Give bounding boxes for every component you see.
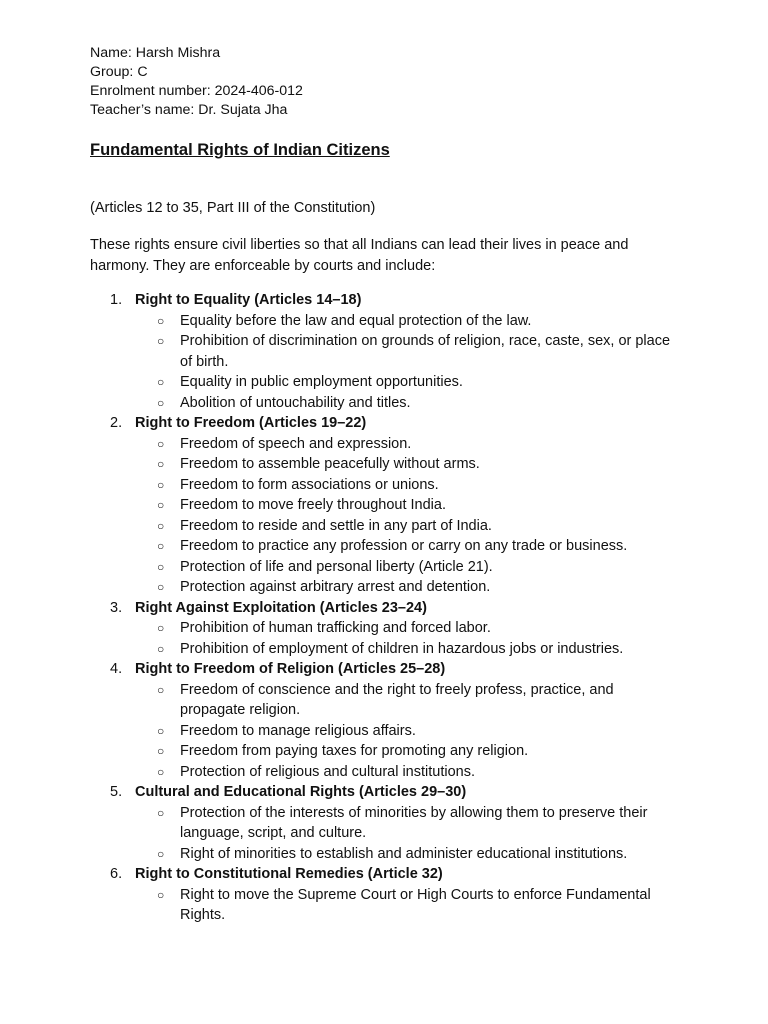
right-item bbox=[90, 659, 688, 782]
list-item-text: Freedom to manage religious affairs. bbox=[180, 722, 416, 739]
list-item bbox=[135, 762, 688, 783]
hollow-circle-bullet-icon: ○ bbox=[157, 621, 165, 635]
list-item bbox=[135, 393, 688, 414]
hollow-circle-bullet-icon: ○ bbox=[157, 477, 165, 492]
list-item bbox=[135, 803, 688, 844]
right-subitems bbox=[135, 311, 688, 414]
list-item bbox=[135, 618, 688, 639]
right-item bbox=[90, 864, 688, 926]
document-subtitle: (Articles 12 to 35, Part III of the Constitution) bbox=[90, 200, 376, 216]
list-item-text: Equality in public employment opportunities. bbox=[180, 374, 463, 390]
right-heading: Right Against Exploitation (Articles 23–24) bbox=[135, 599, 427, 616]
hollow-circle-bullet-icon: ○ bbox=[157, 539, 165, 553]
student-group: Group: C bbox=[90, 64, 148, 80]
list-item bbox=[135, 372, 688, 393]
hollow-circle-bullet-icon: ○ bbox=[157, 334, 165, 348]
hollow-circle-bullet-icon: ○ bbox=[157, 559, 165, 574]
list-item bbox=[135, 639, 688, 660]
list-item bbox=[135, 495, 688, 516]
right-heading: Right to Freedom (Articles 19–22) bbox=[135, 415, 367, 431]
right-item bbox=[90, 290, 688, 413]
list-item bbox=[135, 475, 688, 496]
list-item-text: Right of minorities to establish and administer educational institutions. bbox=[180, 845, 628, 862]
hollow-circle-bullet-icon: ○ bbox=[157, 805, 165, 820]
right-heading: Right to Freedom of Religion (Articles 25–28) bbox=[135, 661, 446, 677]
hollow-circle-bullet-icon: ○ bbox=[157, 846, 165, 861]
list-item-text: Freedom to form associations or unions. bbox=[180, 476, 439, 493]
list-item bbox=[135, 516, 688, 537]
right-number: 1. bbox=[110, 292, 123, 308]
right-subitems bbox=[135, 885, 688, 926]
right-number: 3. bbox=[110, 599, 123, 616]
hollow-circle-bullet-icon: ○ bbox=[157, 744, 165, 758]
list-item-text: Abolition of untouchability and titles. bbox=[180, 394, 411, 411]
right-number: 6. bbox=[110, 866, 123, 882]
right-item bbox=[90, 413, 688, 598]
list-item bbox=[135, 434, 688, 455]
hollow-circle-bullet-icon: ○ bbox=[157, 764, 165, 779]
list-item bbox=[135, 331, 688, 372]
hollow-circle-bullet-icon: ○ bbox=[157, 518, 165, 533]
hollow-circle-bullet-icon: ○ bbox=[157, 498, 165, 512]
right-subitems bbox=[135, 434, 688, 598]
hollow-circle-bullet-icon: ○ bbox=[157, 723, 165, 738]
hollow-circle-bullet-icon: ○ bbox=[157, 580, 165, 594]
right-number: 2. bbox=[110, 415, 123, 431]
list-item bbox=[135, 680, 688, 721]
list-item-text: Equality before the law and equal protection of the law. bbox=[180, 312, 532, 329]
list-item bbox=[135, 844, 688, 865]
right-subitems bbox=[135, 803, 688, 865]
list-item-text: Freedom from paying taxes for promoting any religion. bbox=[180, 743, 529, 759]
list-item-text: Protection of the interests of minorities by allowing them to preserve their language, script, and culture. bbox=[180, 804, 648, 841]
right-item bbox=[90, 598, 688, 660]
hollow-circle-bullet-icon: ○ bbox=[157, 436, 165, 451]
hollow-circle-bullet-icon: ○ bbox=[157, 682, 165, 697]
right-heading: Right to Equality (Articles 14–18) bbox=[135, 292, 362, 308]
list-item-text: Protection of life and personal liberty (Article 21). bbox=[180, 558, 493, 575]
hollow-circle-bullet-icon: ○ bbox=[157, 313, 165, 328]
list-item-text: Freedom to practice any profession or carry on any trade or business. bbox=[180, 538, 628, 554]
list-item bbox=[135, 536, 688, 557]
list-item bbox=[135, 311, 688, 332]
right-number: 5. bbox=[110, 784, 123, 800]
list-item-text: Prohibition of discrimination on grounds of religion, race, caste, sex, or place of birth. bbox=[180, 333, 671, 370]
list-item bbox=[135, 454, 688, 475]
hollow-circle-bullet-icon: ○ bbox=[157, 457, 165, 471]
hollow-circle-bullet-icon: ○ bbox=[157, 641, 165, 656]
list-item-text: Prohibition of human trafficking and forced labor. bbox=[180, 620, 491, 636]
hollow-circle-bullet-icon: ○ bbox=[157, 395, 165, 410]
right-subitems bbox=[135, 680, 688, 783]
list-item-text: Prohibition of employment of children in hazardous jobs or industries. bbox=[180, 640, 624, 657]
intro-paragraph: These rights ensure civil liberties so that all Indians can lead their lives in peace and harmony. They are enforceable by courts and include: bbox=[90, 237, 629, 274]
list-item bbox=[135, 577, 688, 598]
right-subitems bbox=[135, 618, 688, 659]
student-name: Name: Harsh Mishra bbox=[90, 45, 221, 61]
right-number: 4. bbox=[110, 661, 123, 677]
list-item-text: Protection of religious and cultural institutions. bbox=[180, 763, 475, 780]
hollow-circle-bullet-icon: ○ bbox=[157, 887, 165, 902]
list-item bbox=[135, 885, 688, 926]
list-item-text: Freedom to reside and settle in any part of India. bbox=[180, 517, 492, 534]
teacher-name: Teacher’s name: Dr. Sujata Jha bbox=[90, 102, 288, 118]
list-item bbox=[135, 721, 688, 742]
list-item-text: Protection against arbitrary arrest and detention. bbox=[180, 579, 491, 595]
list-item bbox=[135, 741, 688, 762]
document-title: Fundamental Rights of Indian Citizens bbox=[90, 141, 390, 159]
list-item bbox=[135, 557, 688, 578]
list-item-text: Freedom to assemble peacefully without arms. bbox=[180, 456, 480, 472]
hollow-circle-bullet-icon: ○ bbox=[157, 375, 165, 389]
right-heading: Right to Constitutional Remedies (Article 32) bbox=[135, 866, 443, 882]
list-item-text: Freedom of speech and expression. bbox=[180, 435, 412, 452]
student-info bbox=[90, 44, 688, 120]
list-item-text: Freedom of conscience and the right to freely profess, practice, and propagate religion. bbox=[180, 681, 614, 718]
right-item bbox=[90, 782, 688, 864]
enrolment-number: Enrolment number: 2024-406-012 bbox=[90, 83, 303, 99]
right-heading: Cultural and Educational Rights (Articles 29–30) bbox=[135, 784, 467, 800]
list-item-text: Right to move the Supreme Court or High Courts to enforce Fundamental Rights. bbox=[180, 886, 651, 923]
rights-list bbox=[90, 290, 688, 926]
list-item-text: Freedom to move freely throughout India. bbox=[180, 497, 446, 513]
